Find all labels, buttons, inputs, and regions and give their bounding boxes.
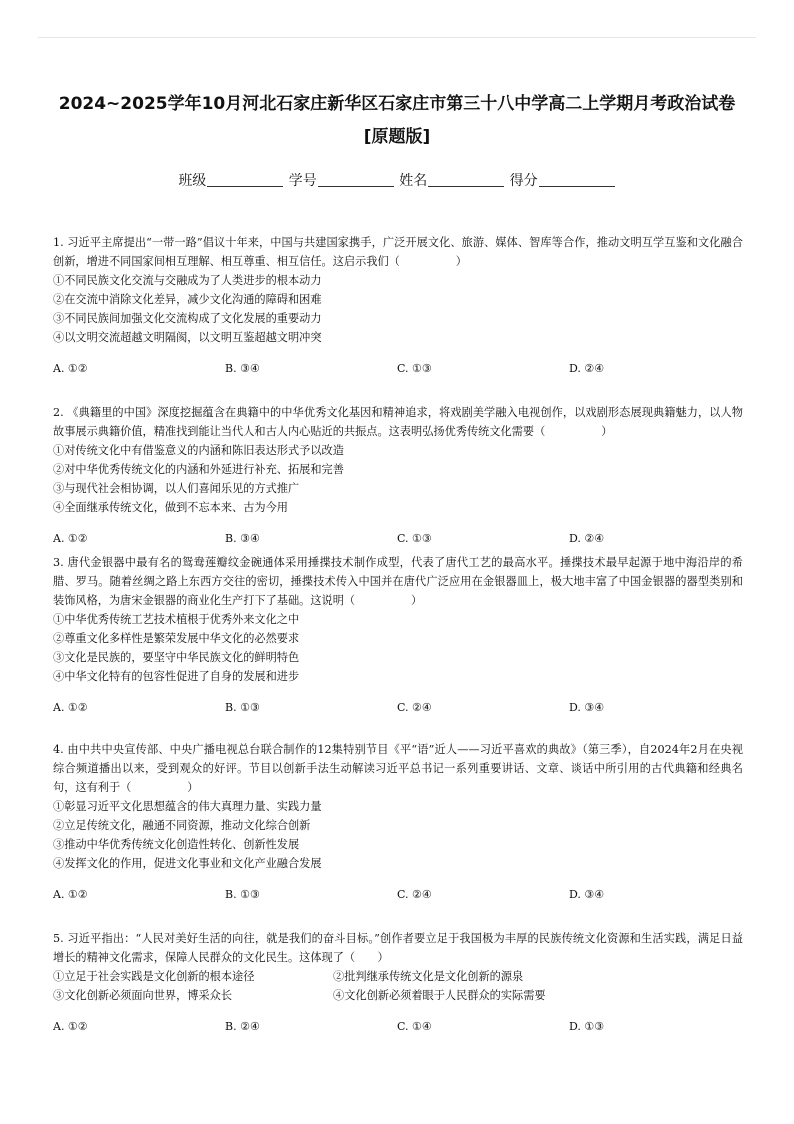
statement-3: ③文化创新必须面向世界，博采众长 [53,989,233,1002]
statement-3: ③文化是民族的，要坚守中华民族文化的鲜明特色 [53,651,300,664]
statement-4: ④全面继承传统文化，做到不忘本来、古为今用 [53,501,288,514]
statement-row [53,967,743,986]
choice-b[interactable]: B. ①③ [225,888,260,901]
statement-3: ③不同民族间加强文化交流构成了文化发展的重要动力 [53,312,322,325]
score-blank[interactable] [539,173,615,187]
choice-b[interactable]: B. ②④ [225,1020,260,1033]
statement-2: ②尊重文化多样性是繁荣发展中华文化的必然要求 [53,632,300,645]
statement-3: ③推动中华优秀传统文化创造性转化、创新性发展 [53,838,300,851]
choice-b[interactable]: B. ③④ [225,362,260,375]
answer-choices [53,359,743,378]
answer-choices [53,885,743,904]
choice-b[interactable]: B. ①③ [225,701,260,714]
choice-d[interactable]: D. ②④ [569,532,605,545]
choice-c[interactable]: C. ②④ [397,701,432,714]
question-2 [53,403,743,548]
question-3 [53,553,743,717]
statement-1: ①中华优秀传统工艺技术植根于优秀外来文化之中 [53,613,300,626]
statement-4: ④文化创新必须着眼于人民群众的实际需要 [333,989,546,1002]
choice-c[interactable]: C. ①③ [397,362,432,375]
class-blank[interactable] [207,173,283,187]
question-stem: 4. 由中共中央宣传部、中央广播电视总台联合制作的12集特别节目《平“语”近人——习近平喜欢的典故》（第三季），自2024年2月在央视综合频道播出以来，受到观众的好评。节目以创新手法生动解读习近平总书记一系列重要讲话、文章、谈话中所引用的古代典籍和经典名句，这有利于（ ） [53,743,743,794]
page-title: 2024~2025学年10月河北石家庄新华区石家庄市第三十八中学高二上学期月考政治试卷[原题版] [58,94,736,147]
name-blank[interactable] [428,173,504,187]
choice-b[interactable]: B. ③④ [225,532,260,545]
choice-c[interactable]: C. ①④ [397,1020,432,1033]
student-info-line [0,170,794,190]
statement-row [53,986,743,1005]
choice-d[interactable]: D. ③④ [569,701,605,714]
choice-a[interactable]: A. ①② [53,362,88,375]
statement-1: ①彰显习近平文化思想蕴含的伟大真理力量、实践力量 [53,800,322,813]
statement-4: ④发挥文化的作用，促进文化事业和文化产业融合发展 [53,857,322,870]
question-stem: 1. 习近平主席提出“一带一路”倡议十年来，中国与共建国家携手，广泛开展文化、旅游、媒体、智库等合作，推动文明互学互鉴和文化融合创新，增进不同国家间相互理解、相互尊重、相互信任。这启示我们（ ） [53,236,743,268]
answer-choices [53,1017,743,1036]
choice-d[interactable]: D. ③④ [569,888,605,901]
class-label: 班级 [178,173,207,189]
question-stem: 5. 习近平指出：“人民对美好生活的向往，就是我们的奋斗目标。”创作者要立足于我国极为丰厚的民族传统文化资源和生活实践，满足日益增长的精神文化需求，保障人民群众的文化民生。这体现了（ ） [53,932,743,964]
number-label: 学号 [288,173,317,189]
number-blank[interactable] [318,173,394,187]
choice-c[interactable]: C. ②④ [397,888,432,901]
choice-a[interactable]: A. ①② [53,701,88,714]
statement-1: ①不同民族文化交流与交融成为了人类进步的根本动力 [53,274,322,287]
statement-2: ②批判继承传统文化是文化创新的源泉 [333,970,524,983]
question-stem: 2. 《典籍里的中国》深度挖掘蕴含在典籍中的中华优秀文化基因和精神追求，将戏剧美学融入电视创作，以戏剧形态展现典籍魅力，以人物故事展示典籍价值，精准找到能让当代人和古人内心贴近的共振点。这表明弘扬优秀传统文化需要（ ） [53,406,743,438]
choice-a[interactable]: A. ①② [53,888,88,901]
choice-a[interactable]: A. ①② [53,532,88,545]
choice-a[interactable]: A. ①② [53,1020,88,1033]
score-label: 得分 [509,173,538,189]
statement-1: ①对传统文化中有借鉴意义的内涵和陈旧表达形式予以改造 [53,444,344,457]
answer-choices [53,698,743,717]
statement-2: ②在交流中消除文化差异，减少文化沟通的障碍和困难 [53,293,322,306]
statement-2: ②对中华优秀传统文化的内涵和外延进行补充、拓展和完善 [53,463,344,476]
statement-2: ②立足传统文化，融通不同资源，推动文化综合创新 [53,819,311,832]
name-label: 姓名 [399,173,428,189]
statement-4: ④中华文化特有的包容性促进了自身的发展和进步 [53,670,300,683]
question-5 [53,929,743,1036]
choice-c[interactable]: C. ①③ [397,532,432,545]
choice-d[interactable]: D. ②④ [569,362,605,375]
statement-3: ③与现代社会相协调，以人们喜闻乐见的方式推广 [53,482,300,495]
header-rule [38,37,756,38]
statement-4: ④以文明交流超越文明隔阂，以文明互鉴超越文明冲突 [53,331,322,344]
question-1 [53,233,743,378]
choice-d[interactable]: D. ①③ [569,1020,605,1033]
question-4 [53,740,743,904]
question-stem: 3. 唐代金银器中最有名的鸳鸯莲瓣纹金碗通体采用捶揲技术制作成型，代表了唐代工艺的最高水平。捶揲技术最早起源于地中海沿岸的希腊、罗马。随着丝绸之路上东西方交往的密切，捶揲技术传入中国并在唐代广泛应用在金银器皿上，极大地丰富了中国金银器的器型类别和装饰风格，为唐宋金银器的商业化生产打下了基础。这说明（ ） [53,556,743,607]
statement-1: ①立足于社会实践是文化创新的根本途径 [53,970,255,983]
answer-choices [53,529,743,548]
